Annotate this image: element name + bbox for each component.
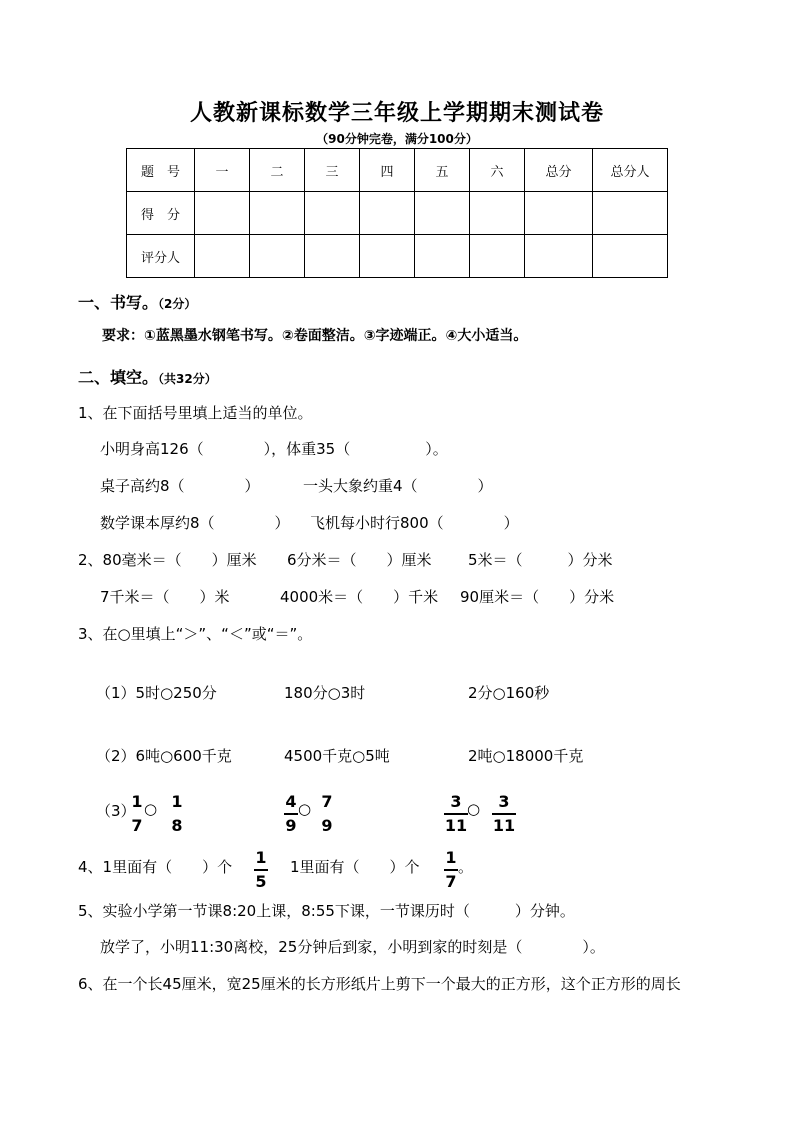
- fraction-numerator: 1: [171, 792, 183, 811]
- fraction-numerator: 1: [445, 848, 457, 867]
- q5-line1: 5、实验小学第一节课8:20上课，8:55下课，一节课历时（ ）分钟。: [78, 902, 575, 920]
- section1-heading: [78, 290, 196, 313]
- compare-circle[interactable]: ○: [467, 800, 481, 818]
- score-cell: [593, 192, 668, 235]
- grader-cell: [250, 235, 305, 278]
- q3-row1-b: 180分○3时: [284, 684, 366, 702]
- q4-part-b: 1里面有（ ）个: [290, 858, 420, 876]
- score-cell: [195, 192, 250, 235]
- score-table-header: 题 号: [127, 149, 195, 192]
- fraction: [444, 848, 458, 892]
- q1-line2-right: 一头大象约重4（ ）: [303, 477, 493, 495]
- q3-row3-label: （3）: [96, 802, 136, 820]
- q2-row2-a: 7千米＝（ ）米: [100, 588, 230, 606]
- section1-points: （2分）: [158, 297, 197, 311]
- fraction-denominator: 9: [321, 816, 333, 835]
- section2-title: 二、填空。: [78, 368, 159, 387]
- fraction: [284, 792, 298, 836]
- score-cell: [360, 192, 415, 235]
- q5-line2: 放学了，小明11:30离校，25分钟后到家，小明到家的时刻是（ ）。: [100, 938, 605, 956]
- q3-row2-b: 4500千克○5吨: [284, 747, 390, 765]
- q4-end: 。: [458, 858, 474, 876]
- score-table: [126, 148, 668, 278]
- grader-cell: [305, 235, 360, 278]
- fraction-bar: [444, 813, 468, 815]
- grader-cell: [593, 235, 668, 278]
- section1-requirement: 要求：①蓝黑墨水钢笔书写。②卷面整洁。③字迹端正。④大小适当。: [102, 328, 528, 344]
- score-table-header: 六: [470, 149, 525, 192]
- q2-row2-b: 4000米＝（ ）千米: [280, 588, 439, 606]
- score-row-label: 得 分: [127, 192, 195, 235]
- fraction-numerator: 3: [498, 792, 510, 811]
- q1-stem: 1、在下面括号里填上适当的单位。: [78, 404, 313, 422]
- fraction: [320, 792, 334, 836]
- score-cell: [470, 192, 525, 235]
- q3-row1-a: （1）5时○250分: [96, 684, 217, 702]
- fraction: [254, 848, 268, 892]
- score-table-header: 四: [360, 149, 415, 192]
- fraction: [492, 792, 516, 836]
- fraction: [130, 792, 144, 836]
- section1-title: 一、书写。: [78, 293, 159, 312]
- grader-cell: [360, 235, 415, 278]
- q3-stem: 3、在○里填上“＞”、“＜”或“＝”。: [78, 625, 313, 643]
- fraction-bar: [130, 813, 144, 815]
- fraction-bar: [170, 813, 184, 815]
- score-table-header-row: [127, 149, 668, 192]
- score-table-score-row: [127, 192, 668, 235]
- q3-row1-c: 2分○160秒: [468, 684, 550, 702]
- fraction-denominator: 7: [445, 872, 457, 891]
- score-cell: [415, 192, 470, 235]
- fraction-bar: [492, 813, 516, 815]
- fraction-bar: [444, 869, 458, 871]
- fraction-bar: [254, 869, 268, 871]
- q2-row1-b: 6分米＝（ ）厘米: [287, 551, 432, 569]
- fraction-denominator: 9: [285, 816, 297, 835]
- grader-cell: [195, 235, 250, 278]
- fraction: [444, 792, 468, 836]
- fraction-bar: [320, 813, 334, 815]
- grader-cell: [470, 235, 525, 278]
- score-table-header: 一: [195, 149, 250, 192]
- fraction-denominator: 11: [444, 816, 468, 835]
- q1-line3-left: 数学课本厚约8（ ）: [100, 514, 290, 532]
- fraction-numerator: 1: [131, 792, 143, 811]
- q4-part-a: 4、1里面有（ ）个: [78, 858, 233, 876]
- page-title: 人教新课标数学三年级上学期期末测试卷: [189, 100, 604, 126]
- score-table-header: 总分: [525, 149, 593, 192]
- score-table-header: 三: [305, 149, 360, 192]
- q3-row2-a: （2）6吨○600千克: [96, 747, 232, 765]
- q3-row2-c: 2吨○18000千克: [468, 747, 584, 765]
- compare-circle[interactable]: ○: [298, 800, 312, 818]
- page-subtitle: （90分钟完卷，满分100分）: [316, 132, 478, 146]
- fraction-numerator: 3: [450, 792, 462, 811]
- score-table-header: 二: [250, 149, 305, 192]
- fraction-denominator: 7: [131, 816, 143, 835]
- fraction-bar: [284, 813, 298, 815]
- compare-circle[interactable]: ○: [144, 800, 158, 818]
- section2-heading: [78, 365, 217, 388]
- q2-row2-c: 90厘米＝（ ）分米: [460, 588, 615, 606]
- q1-line3-right: 飞机每小时行800（ ）: [310, 514, 519, 532]
- score-table-header: 总分人: [593, 149, 668, 192]
- score-table-header: 五: [415, 149, 470, 192]
- fraction-numerator: 7: [321, 792, 333, 811]
- grader-row-label: 评分人: [127, 235, 195, 278]
- fraction-denominator: 11: [492, 816, 516, 835]
- fraction-numerator: 4: [285, 792, 297, 811]
- grader-cell: [525, 235, 593, 278]
- q6-line1: 6、在一个长45厘米，宽25厘米的长方形纸片上剪下一个最大的正方形，这个正方形的周长: [78, 975, 681, 993]
- grader-cell: [415, 235, 470, 278]
- fraction-numerator: 1: [255, 848, 267, 867]
- section2-points: （共32分）: [158, 372, 217, 386]
- q1-line2-left: 桌子高约8（ ）: [100, 477, 260, 495]
- fraction-denominator: 5: [255, 872, 267, 891]
- score-cell: [305, 192, 360, 235]
- fraction-denominator: 8: [171, 816, 183, 835]
- q2-row1-c: 5米＝（ ）分米: [468, 551, 613, 569]
- score-table-grader-row: [127, 235, 668, 278]
- q1-line1: 小明身高126（ ），体重35（ ）。: [100, 440, 448, 458]
- score-cell: [250, 192, 305, 235]
- q2-row1-a: 2、80毫米＝（ ）厘米: [78, 551, 257, 569]
- score-cell: [525, 192, 593, 235]
- fraction: [170, 792, 184, 836]
